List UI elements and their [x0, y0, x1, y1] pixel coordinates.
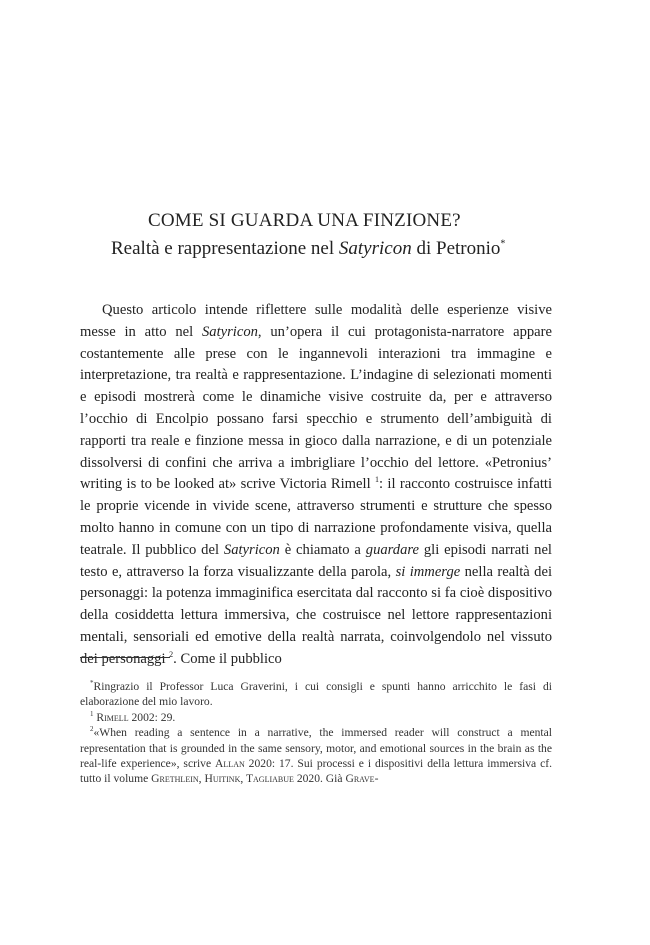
footnote-marker-star: * — [500, 238, 506, 250]
title-line-1: COME SI GUARDA UNA FINZIONE? — [148, 210, 461, 231]
footnote-1: $^1$ Rimell 2002: 29. — [90, 709, 176, 724]
footnotes — [80, 679, 552, 787]
body-paragraph: Questo articolo intende riflettere sulle modalità delle esperienze visive messe in atto nel Satyricon, un’opera il cui protagonista-narratore appare costantemente alle prese con le ingannevoli interazioni tra immagine e interpretazione, tra realtà e rappresentazione. L’indagine di selezionati momenti e episodi mostrerà come le dinamiche visive costruite da, per e attraverso l’occhio di Encolpio possano farsi specchio e strumento dell’ambiguità di rapporti tra reale e finzione messa in gioco dalla narrazione, e di un potenziale dissolversi di confini che arriva a imbrigliare l’occhio del lettore. «Petronius’ writing is to be looked at» scrive Victoria Rimell $^1$: il racconto costruisce infatti le proprie vicende in vivide scene, attraverso strumenti e strutture che spesso molto hanno in comune con un tipo di narrazione profondamente visiva, quella teatrale. Il pubblico del Satyricon è chiamato a guardare gli episodi narrati nel testo e, attraverso la forza visualizzante della parola, si immerge nella realtà dei personaggi: la potenza immaginifica esercitata dal racconto si fa cioè dispositivo della cosiddetta lettura immersiva, che costruisce nel lettore rappresentazioni mentali, sensoriali ed emotive della realtà narrata, coinvolgendolo nel vissuto dei personaggi $^2$. Come il pubblico — [80, 302, 553, 667]
footnote-divider — [80, 657, 170, 658]
footnote-star: *Ringrazio il Professor Luca Graverini, i cui consigli e spunti hanno arricchito le fasi di elaborazione del mio lavoro. — [80, 679, 552, 709]
footnote-ref-1: 1 — [374, 475, 379, 485]
footnote-ref-2: 2 — [169, 649, 174, 659]
footnote-2: $^2$«When reading a sentence in a narrative, the immersed reader will construct a mental representation that is grounded in the same sensory, motor, and emotional sources in the brain as the real-life experience», scrive Allan 2020: 17. Sui processi e i dispositivi della lettura immersiva cf. tutto il volume Grethlein, Huitink, Tagliabue 2020. Già Grave- — [80, 725, 552, 786]
title-line-2: Realtà e rappresentazione nel Satyricon di Petronio* — [111, 238, 506, 259]
